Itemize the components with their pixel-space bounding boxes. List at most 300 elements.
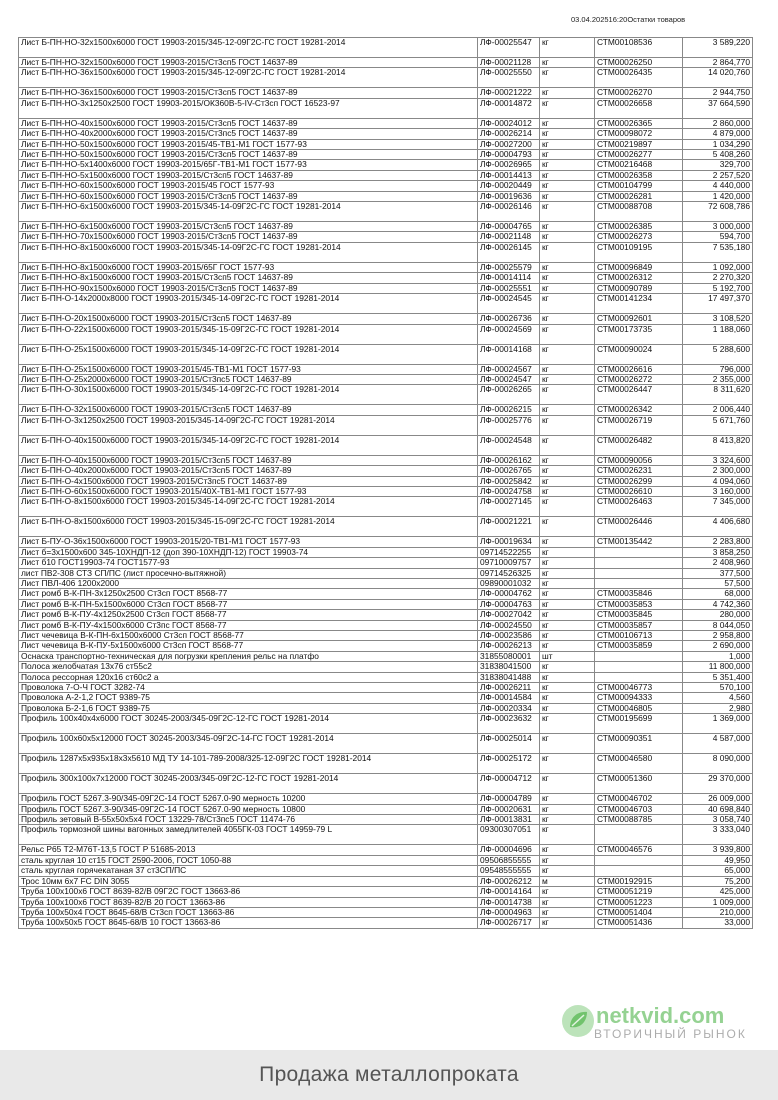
item-code-cell: ЛФ-00020334	[478, 703, 540, 713]
item-quantity-cell: 5 288,600	[683, 344, 753, 364]
item-stm-cell: СТМ00046773	[595, 683, 683, 693]
item-name-cell: Лист Б-ПН-О-20х1500х6000 ГОСТ 19903-2015/Ст3сп5 ГОСТ 14637-89	[19, 314, 478, 324]
item-quantity-cell: 26 009,000	[683, 794, 753, 804]
item-stm-cell: СТМ00035857	[595, 620, 683, 630]
item-stm-cell: СТМ00035846	[595, 589, 683, 599]
table-row	[19, 191, 753, 201]
footer-bar	[0, 1050, 778, 1100]
item-code-cell: ЛФ-00021148	[478, 232, 540, 242]
table-row	[19, 876, 753, 886]
item-quantity-cell: 2 958,800	[683, 631, 753, 641]
item-stm-cell: СТМ00090056	[595, 455, 683, 465]
item-code-cell: ЛФ-00026146	[478, 202, 540, 222]
item-name-cell: Лист Б-ПН-НО-5х1500х6000 ГОСТ 19903-2015/Ст3сп5 ГОСТ 14637-89	[19, 170, 478, 180]
table-row	[19, 918, 753, 928]
item-stm-cell: СТМ00026358	[595, 170, 683, 180]
item-quantity-cell: 5 671,760	[683, 415, 753, 435]
item-stm-cell	[595, 855, 683, 865]
item-stm-cell: СТМ00026658	[595, 98, 683, 118]
item-quantity-cell: 1 369,000	[683, 714, 753, 734]
item-name-cell: Труба 100х100х6 ГОСТ 8639-82/В 09Г2С ГОСТ 13663-86	[19, 887, 478, 897]
item-stm-cell: СТМ00051404	[595, 907, 683, 917]
item-stm-cell: СТМ00026482	[595, 435, 683, 455]
item-stm-cell: СТМ00046805	[595, 703, 683, 713]
item-quantity-cell: 8 044,050	[683, 620, 753, 630]
item-stm-cell: СТМ00026250	[595, 58, 683, 68]
item-unit-cell: кг	[540, 815, 595, 825]
item-quantity-cell: 2 283,800	[683, 537, 753, 547]
item-name-cell: Профиль 300х100х7х12000 ГОСТ 30245-2003/345-09Г2С-12-ГС ГОСТ 19281-2014	[19, 774, 478, 794]
table-row	[19, 160, 753, 170]
item-name-cell: Полоса желобчатая 13х76 ст55с2	[19, 662, 478, 672]
item-code-cell: ЛФ-00014168	[478, 344, 540, 364]
item-unit-cell: кг	[540, 517, 595, 537]
item-unit-cell: кг	[540, 129, 595, 139]
table-row	[19, 815, 753, 825]
item-code-cell: ЛФ-00026765	[478, 466, 540, 476]
item-quantity-cell: 2 408,960	[683, 558, 753, 568]
item-name-cell: Лист Б-ПН-НО-36х1500х6000 ГОСТ 19903-2015/Ст3сп5 ГОСТ 14637-89	[19, 88, 478, 98]
table-row	[19, 58, 753, 68]
table-row	[19, 703, 753, 713]
item-unit-cell: кг	[540, 693, 595, 703]
table-row	[19, 693, 753, 703]
item-stm-cell: СТМ00026270	[595, 88, 683, 98]
item-stm-cell: СТМ00216468	[595, 160, 683, 170]
item-name-cell: Лист б10 ГОСТ19903-74 ГОСТ1577-93	[19, 558, 478, 568]
item-name-cell: Лист чечевица В-К-ПН-6х1500х6000 Ст3сп ГОСТ 8568-77	[19, 631, 478, 641]
item-quantity-cell: 4 879,000	[683, 129, 753, 139]
item-code-cell: ЛФ-00014413	[478, 170, 540, 180]
item-code-cell: 09714526325	[478, 568, 540, 578]
table-row	[19, 683, 753, 693]
item-name-cell: Лист Б-ПН-О-60х1500х6000 ГОСТ 19903-2015/40Х-ТВ1-М1 ГОСТ 1577-93	[19, 486, 478, 496]
table-row	[19, 887, 753, 897]
table-row	[19, 38, 753, 58]
table-row	[19, 476, 753, 486]
item-quantity-cell: 8 311,620	[683, 385, 753, 405]
footer-title: Продажа металлопроката	[259, 1063, 519, 1086]
item-quantity-cell: 2 944,750	[683, 88, 753, 98]
item-stm-cell: СТМ00088708	[595, 202, 683, 222]
item-unit-cell: кг	[540, 631, 595, 641]
table-row	[19, 578, 753, 588]
item-code-cell: 09714522255	[478, 547, 540, 557]
item-quantity-cell: 4,560	[683, 693, 753, 703]
item-stm-cell: СТМ00094333	[595, 693, 683, 703]
item-unit-cell: кг	[540, 547, 595, 557]
item-name-cell: Лист чечевица В-К-ПУ-5х1500х6000 Ст3сп ГОСТ 8568-77	[19, 641, 478, 651]
item-quantity-cell: 4 587,000	[683, 734, 753, 754]
table-row	[19, 150, 753, 160]
item-quantity-cell: 75,200	[683, 876, 753, 886]
table-row	[19, 405, 753, 415]
item-code-cell: ЛФ-00026214	[478, 129, 540, 139]
item-unit-cell: кг	[540, 415, 595, 435]
item-stm-cell: СТМ00046703	[595, 804, 683, 814]
item-code-cell: ЛФ-00025550	[478, 68, 540, 88]
item-code-cell: ЛФ-00026215	[478, 405, 540, 415]
item-name-cell: Лист Б-ПН-О-4х1500х6000 ГОСТ 19903-2015/Ст3пс5 ГОСТ 14637-89	[19, 476, 478, 486]
item-quantity-cell: 1 420,000	[683, 191, 753, 201]
item-quantity-cell: 1,000	[683, 651, 753, 661]
item-quantity-cell: 2 860,000	[683, 118, 753, 128]
item-code-cell: ЛФ-00025842	[478, 476, 540, 486]
item-code-cell: 31855080001	[478, 651, 540, 661]
item-code-cell: ЛФ-00026162	[478, 455, 540, 465]
table-row	[19, 734, 753, 754]
table-row	[19, 547, 753, 557]
item-unit-cell: кг	[540, 918, 595, 928]
item-code-cell: ЛФ-00025172	[478, 754, 540, 774]
item-unit-cell: кг	[540, 558, 595, 568]
item-code-cell: 09506855555	[478, 855, 540, 865]
item-unit-cell: кг	[540, 324, 595, 344]
item-stm-cell: СТМ00035845	[595, 610, 683, 620]
item-quantity-cell: 37 664,590	[683, 98, 753, 118]
item-stm-cell: СТМ00090024	[595, 344, 683, 364]
item-code-cell: ЛФ-00004963	[478, 907, 540, 917]
item-unit-cell: кг	[540, 568, 595, 578]
table-row	[19, 794, 753, 804]
item-quantity-cell: 2 270,320	[683, 273, 753, 283]
item-stm-cell	[595, 651, 683, 661]
item-stm-cell: СТМ00051223	[595, 897, 683, 907]
item-code-cell: ЛФ-00021222	[478, 88, 540, 98]
item-name-cell: Лист Б-ПН-О-14х2000х8000 ГОСТ 19903-2015/345-14-09Г2С-ГС ГОСТ 19281-2014	[19, 294, 478, 314]
item-unit-cell: кг	[540, 170, 595, 180]
item-unit-cell: кг	[540, 887, 595, 897]
item-quantity-cell: 2 864,770	[683, 58, 753, 68]
item-unit-cell: кг	[540, 294, 595, 314]
table-row	[19, 294, 753, 314]
item-unit-cell: кг	[540, 907, 595, 917]
item-stm-cell: СТМ00173735	[595, 324, 683, 344]
item-stm-cell: СТМ00098072	[595, 129, 683, 139]
item-quantity-cell: 29 370,000	[683, 774, 753, 794]
item-code-cell: ЛФ-00026212	[478, 876, 540, 886]
item-unit-cell: кг	[540, 68, 595, 88]
item-name-cell: Профиль 1287х5х935х18х3х5610 МД ТУ 14-101-789-2008/325-12-09Г2С ГОСТ 19281-2014	[19, 754, 478, 774]
item-name-cell: Лист б=3х1500х600 345-10ХНДП-12 (доп 390-10ХНДП-12) ГОСТ 19903-74	[19, 547, 478, 557]
table-row	[19, 589, 753, 599]
item-stm-cell	[595, 672, 683, 682]
item-code-cell: ЛФ-00014164	[478, 887, 540, 897]
item-unit-cell: кг	[540, 589, 595, 599]
table-row	[19, 774, 753, 794]
item-unit-cell: кг	[540, 714, 595, 734]
table-row	[19, 855, 753, 865]
item-quantity-cell: 5 351,400	[683, 672, 753, 682]
item-code-cell: ЛФ-00021221	[478, 517, 540, 537]
item-unit-cell: кг	[540, 683, 595, 693]
item-code-cell: ЛФ-00026736	[478, 314, 540, 324]
item-unit-cell: кг	[540, 610, 595, 620]
table-row	[19, 754, 753, 774]
item-quantity-cell: 57,500	[683, 578, 753, 588]
item-stm-cell	[595, 866, 683, 876]
item-unit-cell: кг	[540, 88, 595, 98]
item-unit-cell: кг	[540, 466, 595, 476]
item-stm-cell: СТМ00035859	[595, 641, 683, 651]
item-quantity-cell: 2,980	[683, 703, 753, 713]
table-row	[19, 232, 753, 242]
table-row	[19, 641, 753, 651]
item-quantity-cell: 49,950	[683, 855, 753, 865]
item-stm-cell: СТМ00026719	[595, 415, 683, 435]
item-unit-cell: кг	[540, 455, 595, 465]
item-stm-cell: СТМ00088785	[595, 815, 683, 825]
item-quantity-cell: 40 698,840	[683, 804, 753, 814]
item-unit-cell: кг	[540, 150, 595, 160]
item-stm-cell: СТМ00108536	[595, 38, 683, 58]
watermark-tagline: ВТОРИЧНЫЙ РЫНОК	[594, 1027, 747, 1041]
item-code-cell: ЛФ-00021128	[478, 58, 540, 68]
table-row	[19, 344, 753, 364]
item-name-cell: Лист ромб В-К-ПУ-4х1500х6000 Ст3пс ГОСТ 8568-77	[19, 620, 478, 630]
item-name-cell: Лист Б-ПУ-О-36х1500х6000 ГОСТ 19903-2015/20-ТВ1-М1 ГОСТ 1577-93	[19, 537, 478, 547]
item-unit-cell: кг	[540, 98, 595, 118]
item-unit-cell: кг	[540, 804, 595, 814]
item-unit-cell: кг	[540, 599, 595, 609]
item-stm-cell: СТМ00046702	[595, 794, 683, 804]
item-name-cell: Лист Б-ПН-НО-50х1500х6000 ГОСТ 19903-2015/45-ТВ1-М1 ГОСТ 1577-93	[19, 139, 478, 149]
item-quantity-cell: 3 000,000	[683, 222, 753, 232]
item-quantity-cell: 3 333,040	[683, 825, 753, 845]
item-code-cell: ЛФ-00025551	[478, 283, 540, 293]
table-row	[19, 486, 753, 496]
item-quantity-cell: 5 192,700	[683, 283, 753, 293]
item-name-cell: Труба 100х50х4 ГОСТ 8645-68/В Ст3сп ГОСТ 13663-86	[19, 907, 478, 917]
item-stm-cell: СТМ00096849	[595, 262, 683, 272]
item-code-cell: ЛФ-00024012	[478, 118, 540, 128]
item-quantity-cell: 8 413,820	[683, 435, 753, 455]
item-name-cell: Профиль 100х40х4х6000 ГОСТ 30245-2003/345-09Г2С-12-ГС ГОСТ 19281-2014	[19, 714, 478, 734]
item-quantity-cell: 1 034,290	[683, 139, 753, 149]
item-stm-cell: СТМ00104799	[595, 181, 683, 191]
item-name-cell: Лист Б-ПН-НО-5х1400х6000 ГОСТ 19903-2015/65Г-ТВ1-М1 ГОСТ 1577-93	[19, 160, 478, 170]
item-name-cell: Проволока А-2-1,2 ГОСТ 9389-75	[19, 693, 478, 703]
item-name-cell: Лист Б-ПН-О-40х1500х6000 ГОСТ 19903-2015/345-14-09Г2С-ГС ГОСТ 19281-2014	[19, 435, 478, 455]
item-stm-cell: СТМ00109195	[595, 242, 683, 262]
item-stm-cell: СТМ00092601	[595, 314, 683, 324]
item-name-cell: Лист Б-ПН-НО-70х1500х6000 ГОСТ 19903-2015/Ст3сп5 ГОСТ 14637-89	[19, 232, 478, 242]
item-code-cell: ЛФ-00027200	[478, 139, 540, 149]
item-unit-cell: кг	[540, 662, 595, 672]
item-name-cell: Лист Б-ПН-О-25х2000х6000 ГОСТ 19903-2015/Ст3пс5 ГОСТ 14637-89	[19, 374, 478, 384]
table-row	[19, 181, 753, 191]
item-quantity-cell: 377,500	[683, 568, 753, 578]
item-unit-cell: кг	[540, 866, 595, 876]
item-name-cell: сталь круглая горячекатаная 37 ст3СП/ПС	[19, 866, 478, 876]
item-code-cell: ЛФ-00026965	[478, 160, 540, 170]
item-name-cell: Лист ПВЛ-406 1200х2000	[19, 578, 478, 588]
item-quantity-cell: 570,100	[683, 683, 753, 693]
item-quantity-cell: 2 006,440	[683, 405, 753, 415]
item-code-cell: ЛФ-00025547	[478, 38, 540, 58]
table-row	[19, 866, 753, 876]
item-name-cell: Лист Б-ПН-НО-6х1500х6000 ГОСТ 19903-2015/345-14-09Г2С-ГС ГОСТ 19281-2014	[19, 202, 478, 222]
item-stm-cell: СТМ00026273	[595, 232, 683, 242]
table-row	[19, 672, 753, 682]
item-stm-cell: СТМ00106713	[595, 631, 683, 641]
item-name-cell: Лист Б-ПН-О-40х2000х6000 ГОСТ 19903-2015/Ст3сп5 ГОСТ 14637-89	[19, 466, 478, 476]
item-code-cell: ЛФ-00004765	[478, 222, 540, 232]
item-unit-cell: кг	[540, 374, 595, 384]
item-quantity-cell: 17 497,370	[683, 294, 753, 314]
item-name-cell: Профиль 100х60х5х12000 ГОСТ 30245-2003/345-09Г2С-14-ГС ГОСТ 19281-2014	[19, 734, 478, 754]
item-unit-cell: кг	[540, 855, 595, 865]
item-name-cell: Лист ромб В-К-ПН-5х1500х6000 Ст3сп ГОСТ 8568-77	[19, 599, 478, 609]
item-code-cell: ЛФ-00023586	[478, 631, 540, 641]
item-name-cell: Лист Б-ПН-НО-8х1500х6000 ГОСТ 19903-2015/345-14-09Г2С-ГС ГОСТ 19281-2014	[19, 242, 478, 262]
table-row	[19, 222, 753, 232]
item-quantity-cell: 33,000	[683, 918, 753, 928]
item-code-cell: ЛФ-00024569	[478, 324, 540, 344]
item-quantity-cell: 280,000	[683, 610, 753, 620]
item-unit-cell: кг	[540, 191, 595, 201]
table-row	[19, 139, 753, 149]
item-code-cell: ЛФ-00027042	[478, 610, 540, 620]
item-name-cell: Лист Б-ПН-НО-90х1500х6000 ГОСТ 19903-2015/Ст3сп5 ГОСТ 14637-89	[19, 283, 478, 293]
table-row	[19, 435, 753, 455]
item-code-cell: ЛФ-00025776	[478, 415, 540, 435]
item-name-cell: Лист Б-ПН-О-30х1500х6000 ГОСТ 19903-2015/345-14-09Г2С-ГС ГОСТ 19281-2014	[19, 385, 478, 405]
item-code-cell: 31838041488	[478, 672, 540, 682]
item-name-cell: Лист Б-ПН-НО-36х1500х6000 ГОСТ 19903-2015/345-12-09Г2С-ГС ГОСТ 19281-2014	[19, 68, 478, 88]
table-row	[19, 497, 753, 517]
table-row	[19, 620, 753, 630]
item-unit-cell: кг	[540, 405, 595, 415]
item-code-cell: ЛФ-00026145	[478, 242, 540, 262]
item-quantity-cell: 7 535,180	[683, 242, 753, 262]
item-unit-cell: кг	[540, 385, 595, 405]
table-row	[19, 283, 753, 293]
item-stm-cell: СТМ00026447	[595, 385, 683, 405]
table-row	[19, 68, 753, 88]
watermark-brand: netkvid.com	[596, 1003, 725, 1028]
item-stm-cell	[595, 568, 683, 578]
table-row	[19, 558, 753, 568]
item-quantity-cell: 3 939,800	[683, 845, 753, 855]
item-quantity-cell: 3 324,600	[683, 455, 753, 465]
item-quantity-cell: 329,700	[683, 160, 753, 170]
table-row	[19, 466, 753, 476]
item-unit-cell: кг	[540, 283, 595, 293]
item-code-cell: ЛФ-00004712	[478, 774, 540, 794]
item-name-cell: Труба 100х50х5 ГОСТ 8645-68/В 10 ГОСТ 13663-86	[19, 918, 478, 928]
item-unit-cell: шт	[540, 651, 595, 661]
item-stm-cell: СТМ00135442	[595, 537, 683, 547]
table-row	[19, 129, 753, 139]
table-row	[19, 845, 753, 855]
item-unit-cell: кг	[540, 774, 595, 794]
table-row	[19, 714, 753, 734]
item-code-cell: ЛФ-00023632	[478, 714, 540, 734]
item-code-cell: ЛФ-00026211	[478, 683, 540, 693]
item-name-cell: Лист Б-ПН-О-22х1500х6000 ГОСТ 19903-2015/345-15-09Г2С-ГС ГОСТ 19281-2014	[19, 324, 478, 344]
item-quantity-cell: 3 589,220	[683, 38, 753, 58]
item-stm-cell: СТМ00046576	[595, 845, 683, 855]
item-stm-cell: СТМ00026616	[595, 364, 683, 374]
item-quantity-cell: 2 257,520	[683, 170, 753, 180]
item-unit-cell: кг	[540, 273, 595, 283]
item-unit-cell: кг	[540, 620, 595, 630]
table-row	[19, 455, 753, 465]
item-quantity-cell: 14 020,760	[683, 68, 753, 88]
item-code-cell: ЛФ-00026717	[478, 918, 540, 928]
item-quantity-cell: 5 408,260	[683, 150, 753, 160]
item-stm-cell: СТМ00046580	[595, 754, 683, 774]
item-unit-cell: кг	[540, 672, 595, 682]
item-name-cell: Лист Б-ПН-НО-8х1500х6000 ГОСТ 19903-2015/Ст3сп5 ГОСТ 14637-89	[19, 273, 478, 283]
item-quantity-cell: 2 690,000	[683, 641, 753, 651]
item-name-cell: Лист Б-ПН-НО-32х1500х6000 ГОСТ 19903-2015/345-12-09Г2С-ГС ГОСТ 19281-2014	[19, 38, 478, 58]
item-unit-cell: кг	[540, 794, 595, 804]
item-unit-cell: кг	[540, 754, 595, 774]
item-stm-cell: СТМ00051360	[595, 774, 683, 794]
item-unit-cell: кг	[540, 578, 595, 588]
item-stm-cell	[595, 662, 683, 672]
item-code-cell: ЛФ-00024567	[478, 364, 540, 374]
item-unit-cell: кг	[540, 641, 595, 651]
stock-table-body	[19, 38, 753, 929]
item-quantity-cell: 3 858,250	[683, 547, 753, 557]
item-unit-cell: кг	[540, 139, 595, 149]
item-quantity-cell: 796,000	[683, 364, 753, 374]
item-unit-cell: кг	[540, 734, 595, 754]
item-name-cell: Лист Б-ПН-НО-40х1500х6000 ГОСТ 19903-2015/Ст3сп5 ГОСТ 14637-89	[19, 118, 478, 128]
item-name-cell: Полоса рессорная 120х16 ст60с2 а	[19, 672, 478, 682]
item-stm-cell: СТМ00026272	[595, 374, 683, 384]
item-quantity-cell: 72 608,786	[683, 202, 753, 222]
item-stm-cell: СТМ00026312	[595, 273, 683, 283]
item-name-cell: Лист Б-ПН-НО-40х2000х6000 ГОСТ 19903-2015/Ст3пс5 ГОСТ 14637-89	[19, 129, 478, 139]
item-stm-cell: СТМ00195699	[595, 714, 683, 734]
item-stm-cell: СТМ00090789	[595, 283, 683, 293]
item-stm-cell: СТМ00026342	[595, 405, 683, 415]
item-name-cell: Лист Б-ПН-О-8х1500х6000 ГОСТ 19903-2015/345-15-09Г2С-ГС ГОСТ 19281-2014	[19, 517, 478, 537]
item-name-cell: Лист Б-ПН-О-32х1500х6000 ГОСТ 19903-2015/Ст3сп5 ГОСТ 14637-89	[19, 405, 478, 415]
item-unit-cell: кг	[540, 232, 595, 242]
item-stm-cell	[595, 558, 683, 568]
item-unit-cell: м	[540, 876, 595, 886]
item-code-cell: ЛФ-00014584	[478, 693, 540, 703]
item-stm-cell: СТМ00026463	[595, 497, 683, 517]
item-stm-cell: СТМ00219897	[595, 139, 683, 149]
item-name-cell: Проволока Б-2-1,6 ГОСТ 9389-75	[19, 703, 478, 713]
item-name-cell: Лист Б-ПН-НО-60х1500х6000 ГОСТ 19903-2015/Ст3сп5 ГОСТ 14637-89	[19, 191, 478, 201]
item-name-cell: Лист Б-ПН-НО-6х1500х6000 ГОСТ 19903-2015/Ст3сп5 ГОСТ 14637-89	[19, 222, 478, 232]
item-stm-cell: СТМ00192915	[595, 876, 683, 886]
item-stm-cell: СТМ00051436	[595, 918, 683, 928]
item-name-cell: Лист Б-ПН-НО-3х1250х2500 ГОСТ 19903-2015/ОК360В-5-IV-Ст3сп ГОСТ 16523-97	[19, 98, 478, 118]
table-row	[19, 662, 753, 672]
table-row	[19, 517, 753, 537]
table-row	[19, 415, 753, 435]
item-name-cell: Профиль ГОСТ 5267.3-90/345-09Г2С-14 ГОСТ 5267.0-90 мерность 10200	[19, 794, 478, 804]
item-name-cell: Профиль зетовый В-55х50х5х4 ГОСТ 13229-78/Ст3пс5 ГОСТ 11474-76	[19, 815, 478, 825]
item-stm-cell: СТМ00026446	[595, 517, 683, 537]
table-row	[19, 631, 753, 641]
item-name-cell: Лист Б-ПН-О-25х1500х6000 ГОСТ 19903-2015/345-14-09Г2С-ГС ГОСТ 19281-2014	[19, 344, 478, 364]
item-name-cell: лист ПВ2-308 СТЗ СП/ПС (лист просечно-вытяжной)	[19, 568, 478, 578]
item-unit-cell: кг	[540, 703, 595, 713]
item-name-cell: Лист Б-ПН-О-25х1500х6000 ГОСТ 19903-2015/45-ТВ1-М1 ГОСТ 1577-93	[19, 364, 478, 374]
item-quantity-cell: 7 345,000	[683, 497, 753, 517]
item-code-cell: 09710009757	[478, 558, 540, 568]
item-code-cell: ЛФ-00013831	[478, 815, 540, 825]
